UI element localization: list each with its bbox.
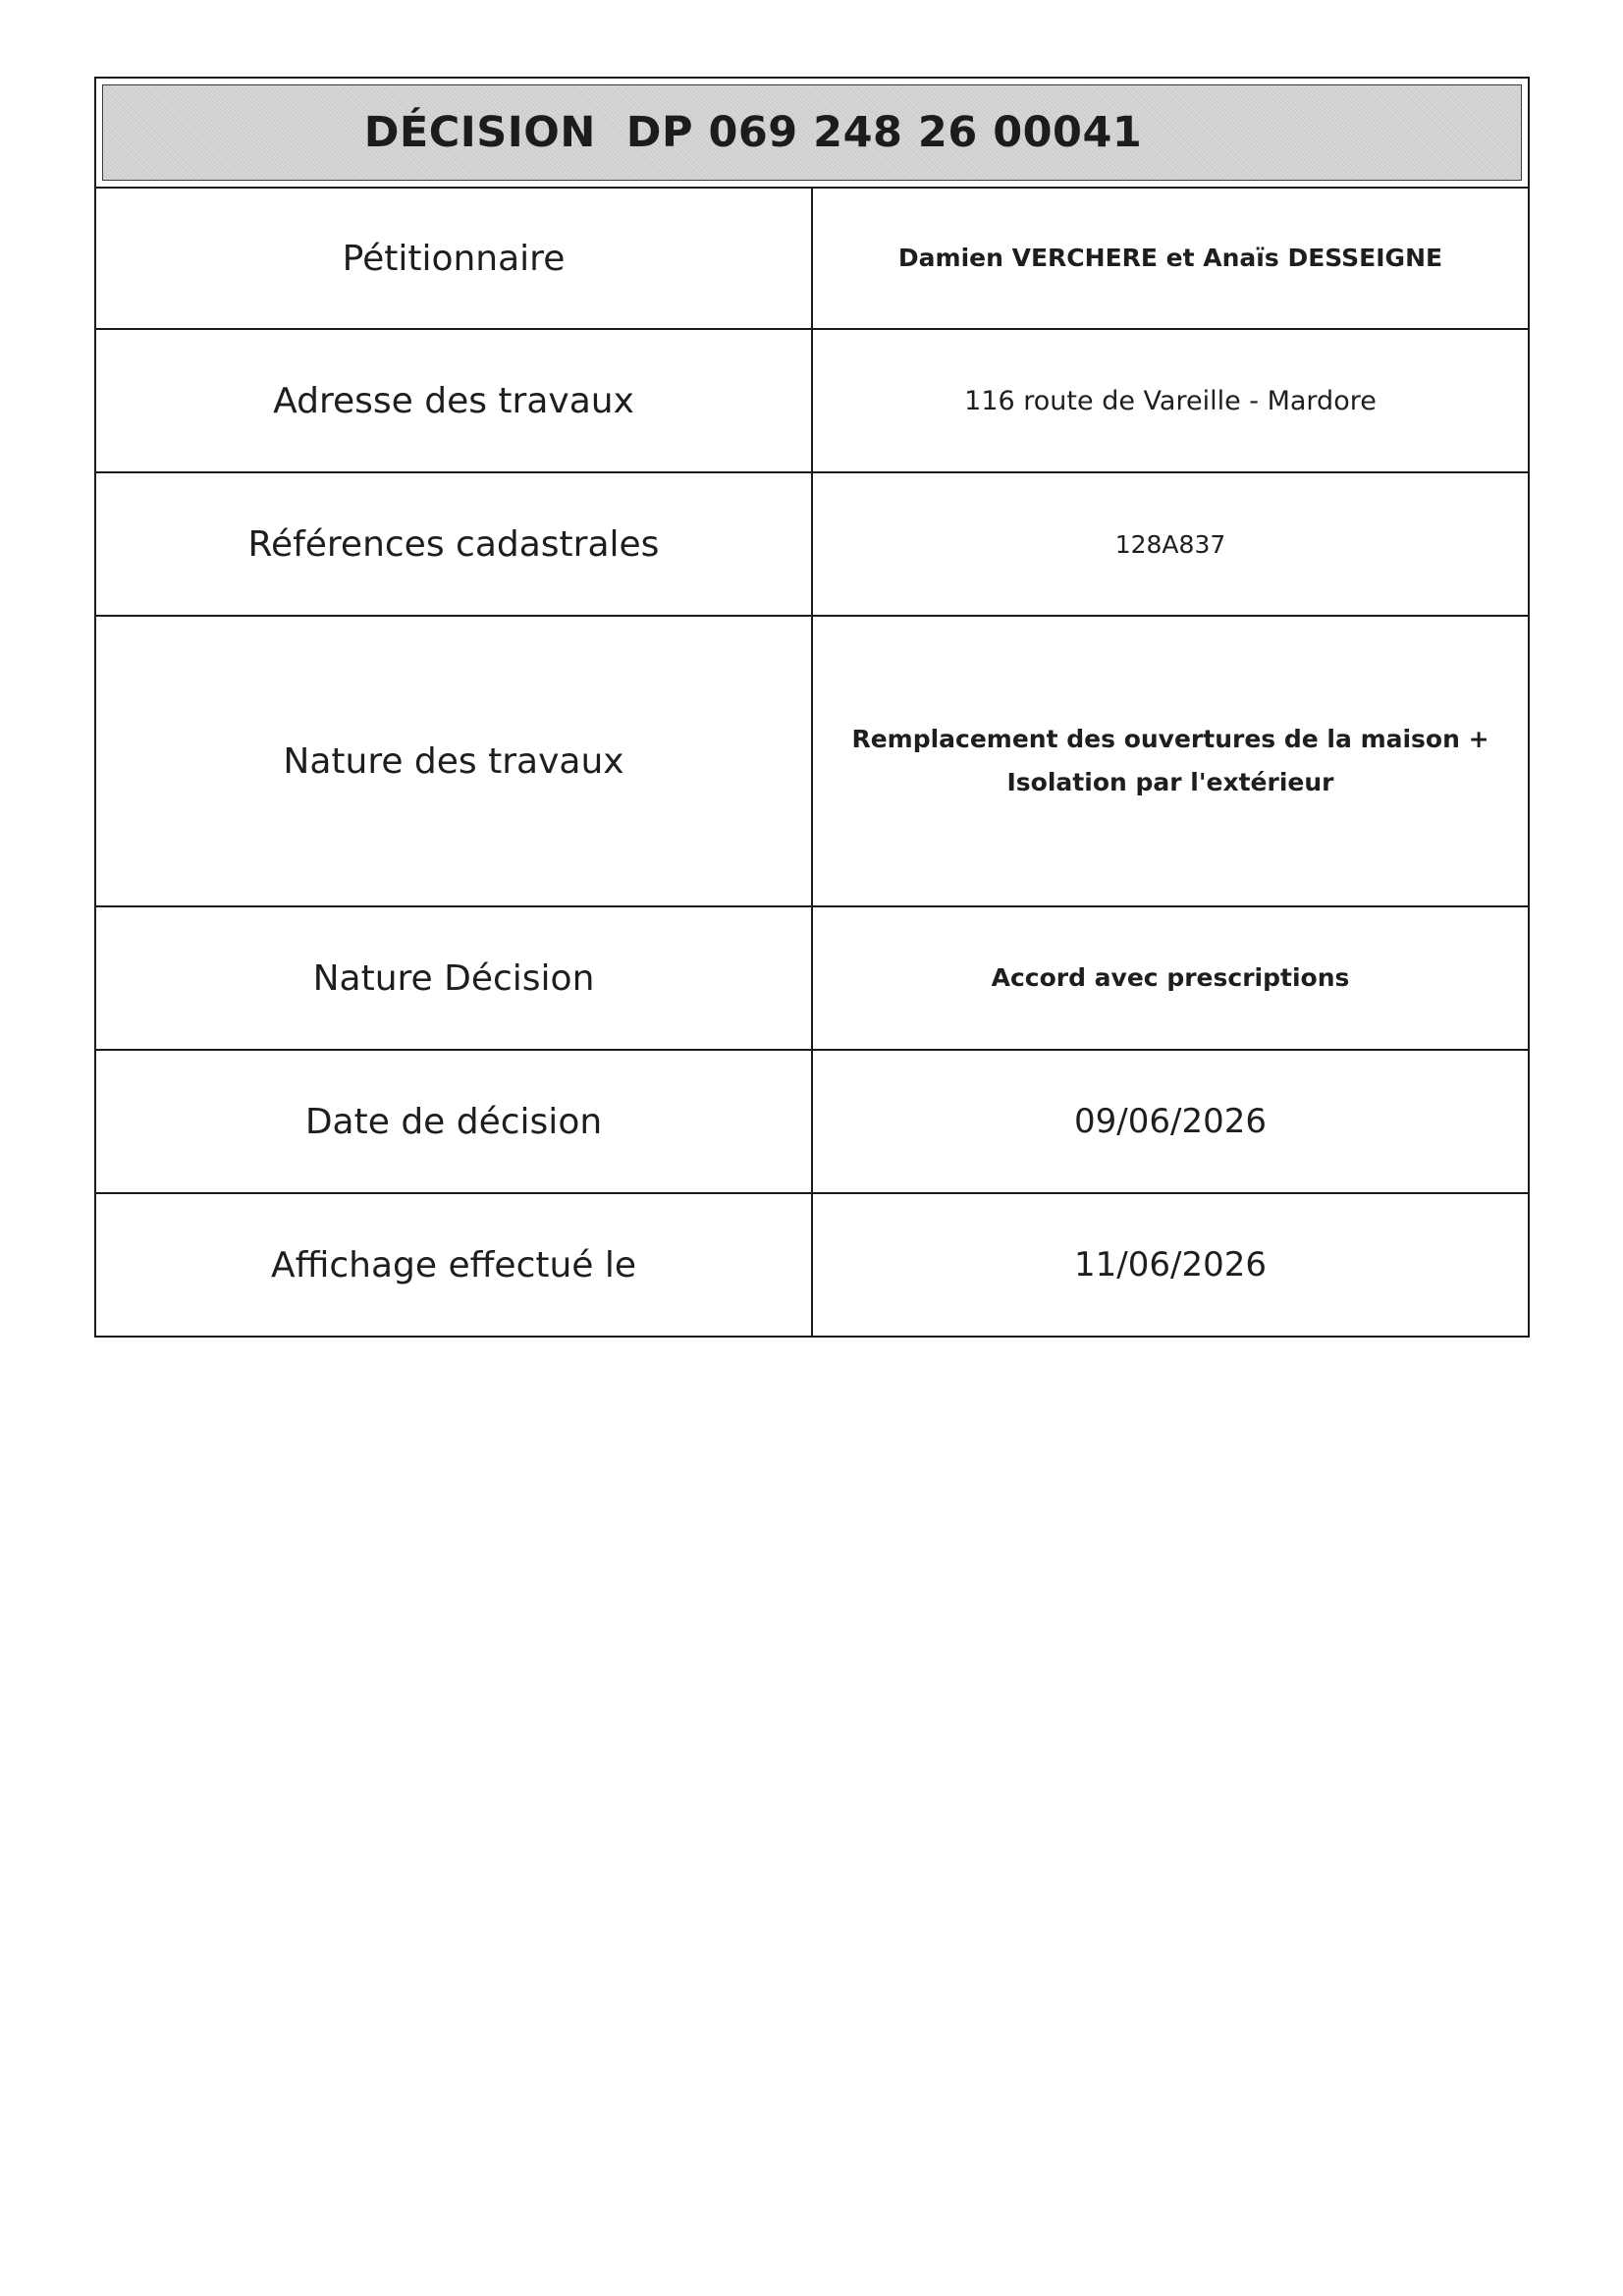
table-row-nature-travaux [96,617,1528,907]
label-references: Références cadastrales [247,523,660,565]
title-bar [96,79,1528,189]
value-affichage: 11/06/2026 [1074,1245,1267,1285]
value-nature-travaux-line1: Remplacement des ouvertures de la maison + [851,725,1489,753]
document-title: DÉCISION DP 069 248 26 00041 [363,108,1143,157]
value-adresse: 116 route de Vareille - Mardore [964,385,1377,416]
row-label [96,907,813,1049]
value-references: 128A837 [1114,529,1226,559]
row-label [96,189,813,328]
row-value [813,1194,1528,1336]
row-label [96,1051,813,1192]
row-value [813,907,1528,1049]
row-label [96,1194,813,1336]
table-row-affichage [96,1194,1528,1336]
label-affichage: Affichage effectué le [270,1244,637,1285]
decision-table [94,77,1530,1338]
table-row-adresse [96,330,1528,473]
value-nature-travaux-line2: Isolation par l'extérieur [1006,768,1334,796]
label-petitionnaire: Pétitionnaire [342,238,566,279]
row-value [813,189,1528,328]
row-value [813,617,1528,905]
value-petitionnaire: Damien VERCHERE et Anaïs DESSEIGNE [897,244,1443,272]
row-label [96,473,813,615]
label-nature-travaux: Nature des travaux [283,740,624,782]
value-date-decision: 09/06/2026 [1074,1102,1267,1141]
row-label [96,617,813,905]
table-row-petitionnaire [96,189,1528,330]
table-row-references [96,473,1528,617]
label-nature-decision: Nature Décision [312,957,595,999]
title-banner [102,84,1522,181]
row-label [96,330,813,471]
value-nature-decision: Accord avec prescriptions [991,963,1350,992]
label-date-decision: Date de décision [304,1101,603,1142]
label-adresse: Adresse des travaux [273,380,634,421]
row-value [813,1051,1528,1192]
table-row-nature-decision [96,907,1528,1051]
table-row-date-decision [96,1051,1528,1194]
row-value [813,473,1528,615]
row-value [813,330,1528,471]
